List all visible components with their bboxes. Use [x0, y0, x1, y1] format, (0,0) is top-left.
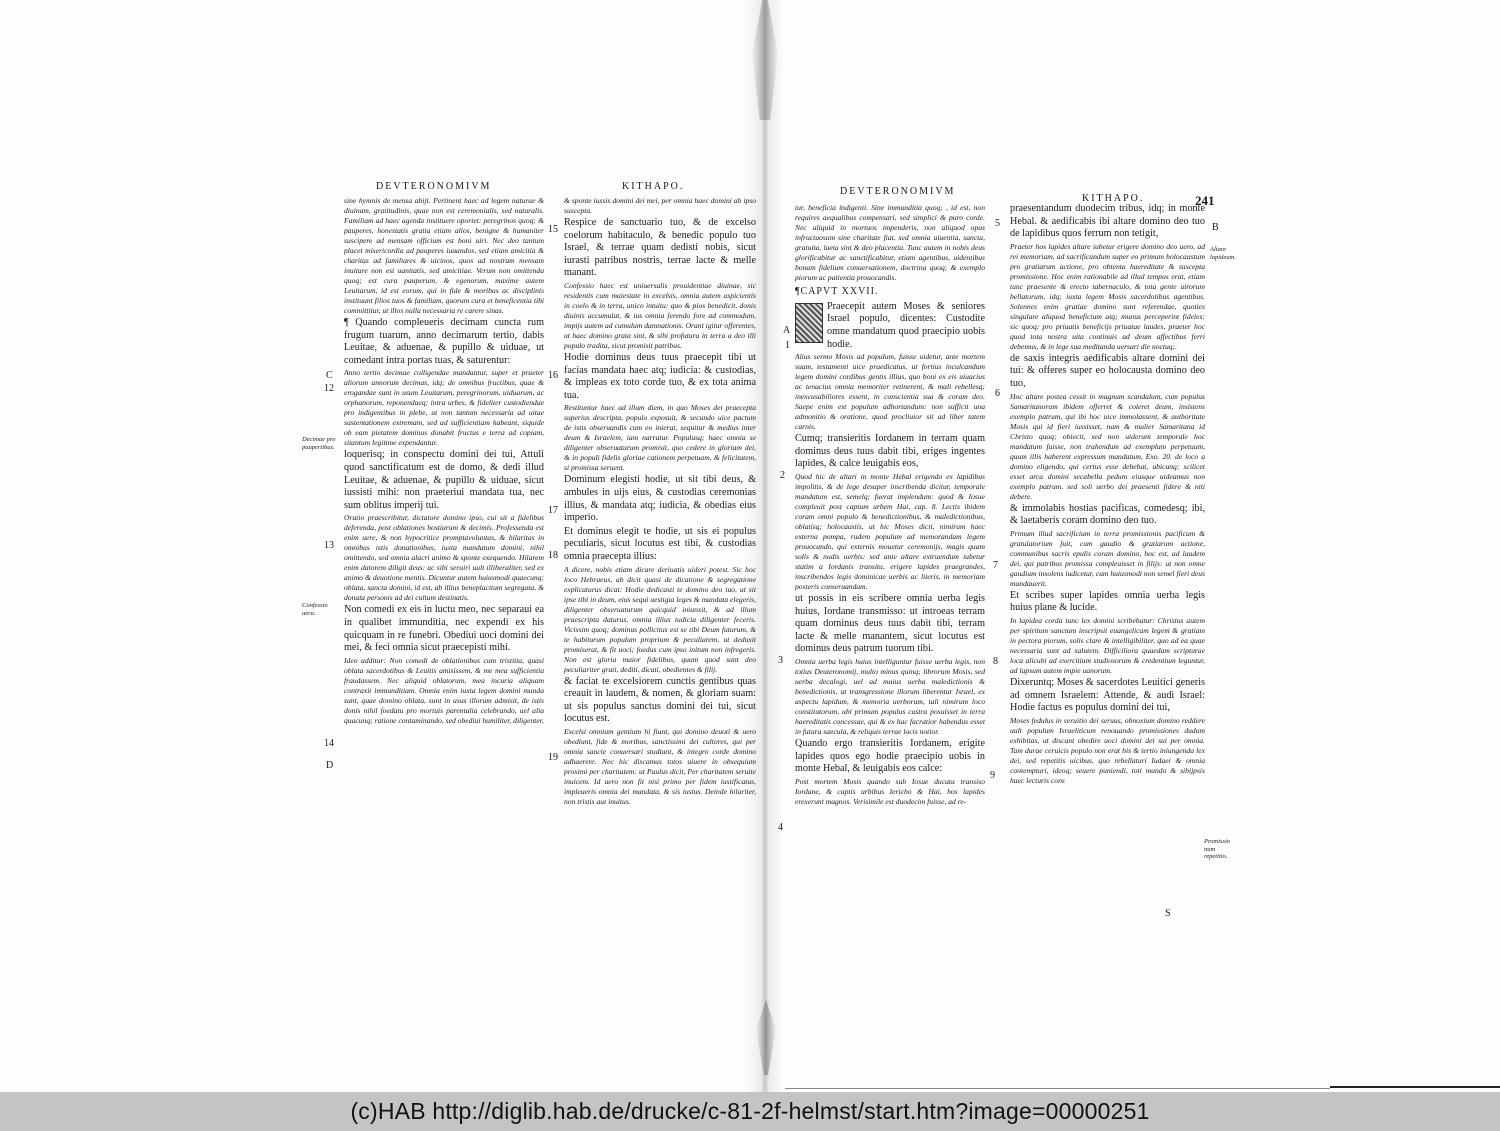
verse-paragraph: ¶ Quando compleueris decimam cuncta rum frugum tuarum, anno decimarum tertio, dabis Leuitae, & aduenae, & pupillo & uiduae, ut comedant intra portas tuas, & saturentur:: [344, 317, 544, 366]
commentary-gloss: sine hymnis de mensa abijt. Pertinent haec ad legem naturae & diuinam, gratitudinis, quae non est ceremonialis, sed naturalis. Familiam ad haec agenda instituere oportet: peregrinos quoq; & pauperes, honestatis gratia etiam alios, benigne & humaniter suscipere ad mensam officium est boni uiri. Nec deo tantum placet misericordia ad pauperes iuuandos, sed etiam amicitia & charitas ad familiares & uicinos, quos ad nostram mensam inuitare non est uanitatis, sed amicitiae. Verum non omittenda quoq; est cura pauperum, & egenorum, maxime autem Leuitarum, id est eorum, qui in fide & moribus ac disciplinis instituunt filios tuos & familiam, quorum cura et beneficentia tibi committitur, ut illos nulla necessaria re carere sinas.: [344, 196, 544, 315]
verse-paragraph: Et scribes super lapides omnia uerba legis huius plane & lucide.: [1010, 589, 1205, 614]
verse-number: 14: [324, 738, 334, 749]
verse-paragraph: Et dominus elegit te hodie, ut sis ei populus peculiaris, sicut locutus est tibi, & custodias omnia praecepta illius:: [564, 525, 756, 562]
verse-number: 17: [548, 505, 558, 516]
verse-number: 1: [785, 340, 790, 351]
verse-paragraph: Quando ergo transieritis Iordanem, erigite lapides quos ego hodie praecipio uobis in monte Hebal, & leuigabis eos calce:: [795, 737, 985, 775]
side-note: Altare lapideum.: [1210, 246, 1236, 261]
commentary-gloss: Post mortem Mosis quando sub Iosue ducatu transiso Iordane, & captis urbibus Iericho & Hai, hos lapides erexerunt magnos. Verisimile est duodecim fuisse, ad re-: [795, 776, 985, 806]
signature-mark: S: [1165, 908, 1171, 919]
left-page-column-1: [344, 196, 544, 901]
verse-paragraph: Cumq; transieritis Iordanem in terram quam dominus deus tuus dabit tibi, eriges ingentes lapides, & calce leuigabis eos,: [795, 433, 985, 470]
commentary-gloss: Hoc altare postea cessit in magnum scandalum, cum populus Samaritanorum ibidem offerret & coleret deum, insistens exemplo patrum, qui ibi hoc uice immolassent, & authoritate Mosis qui id fieri iussisset, nam & mulier Samaritana id Christo quoq; obiecit, sed non uiderunt temporale hoc mandatum fuisse, non trahendum ad exemplum perpetuum, quum illis haberent expressum mandatum, Exo. 20. de loco a domino eligendo, qui certus esse debebat, ubicunq; scilicet esset arca domini secabella pedum eiusque uideamus non exemplo patrum, sed soli uerbo dei praesenti fidere & niti debere.: [1010, 391, 1205, 501]
left-running-head-left: DEVTERONOMIVM: [376, 181, 492, 192]
left-page-column-2: [564, 196, 756, 906]
verse-paragraph: Praecepit autem Moses & seniores Israel populo, dicentes: Custodite omne mandatum quod praecipio uobis hodie.: [827, 300, 985, 350]
verse-number: 9: [990, 770, 995, 781]
commentary-gloss: Confessio haec est uniuersalis prouidentiae diuinae, sic residentis cum maiestate in excelsis, omnia autem aspicientis in coelo & in terra, unico intuitu: quo & pios benedicit, donis diuinis accumulat, & ius omnia ferendo fore ad commodum, impijs autem ad cumulum damnationis. Orant igitur offerentes, ut haec domino grata sint, & sibi profutura in terra a deo illi populo tradita, sicut promisit patribus.: [564, 280, 756, 350]
commentary-gloss: tur, beneficia indigenti. Sine immunditia quoq; , id est, non requires aequalibus compensari, sed simplici & puro corde. Nec aliquid in mortuos impenderis, non aliquod opus infructuosum sine charitate fiat, sed omnia uiuentia, sancta, gratuita, laeta sint & deo placentia. Tunc autem in nobis deus glorificabitur ac sanctificabitur, etiam agentibus, uidentibus bonam fidelium conuersationem, doctrina quoq; & exemplo piorum ac patientia prouocandis.: [795, 203, 985, 282]
commentary-gloss: Restituntur haec ad illum diem, in quo Moses dei praecepta superius descripta, populo exposuit, & secundo uice pactum de istis obseruandis cum eo inierat, sequitur & medius inter deum & Israelem, iam narratur. Populusq; haec omnia se diligenter obseruaturum promisit, quo cedere in gloriam dei, & in populi fidelis gloriae cationem perpetuam, & felicitatem, si promissa seruent.: [564, 403, 756, 473]
verse-paragraph: Non comedi ex eis in luctu meo, nec separaui ea in qualibet immunditia, nec expendi ex his quicquam in re funebri. Obediui uoci domini dei mei, & feci omnia sicut praecepisti mihi.: [344, 604, 544, 654]
page-edge-line: [785, 1088, 1330, 1089]
verse-number: 12: [324, 383, 334, 394]
left-running-head-right: KITHAPO.: [622, 181, 685, 192]
verse-paragraph: & faciat te excelsiorem cunctis gentibus quas creauit in laudem, & nomen, & gloriam suam: ut sis populus sanctus domini dei tui, sicut locutus est.: [564, 675, 756, 725]
right-page-column-2: [1010, 203, 1205, 903]
verse-paragraph: & immolabis hostias pacificas, comedesq; ibi, & laetaberis coram domino deo tuo.: [1010, 502, 1205, 527]
side-note: Confessio uera.: [302, 602, 328, 617]
commentary-gloss: Alius sermo Mosis ad populum, fuisse uidetur, ante mortem suam, testamenti uice praedicatus, ut fortius inculcandum legem domini cordibus gentis illius, quo boni ex eis uiuacius ac tenacius omnia memoriter retinerent, & mali rebellesq; inexcusabiliores essent, in conscientia sua & coram deo. Saepe enim est populum adhortandum: non sufficit una admonitio & oratione, quod procliuior sit ad liber tatem carnis.: [795, 352, 985, 432]
commentary-gloss: Excelsi omnium gentium hi fiunt, qui domino deuoti & uero obediunt, fide & moribus, sanctissimi dei cultores, qui per omnia sancte conuersari studiunt, & integro corde domino adhaerere. Nec hic discamus totos uiuere in obsequium proximi per charitatem: ut Paulus dicit, Per charitatem seruite inuicem. Id uero non fit nisi primo per fidem iustificatus, impleueris omnia dei mandata, & sis iustus. Deinde hilariter, non tristis aut inuitus.: [564, 726, 756, 806]
verse-paragraph: Dixeruntq; Moses & sacerdotes Leuitici generis ad omnem Israelem: Attende, & audi Israel: Hodie factus es populus domini dei tui,: [1010, 676, 1205, 714]
page-edge: [1330, 1086, 1500, 1088]
right-running-head-right: KITHAPO.: [1082, 193, 1145, 204]
commentary-gloss: Praeter hos lapides altare iubetur erigere domino deo uero, ad rei memoriam, ad sacrificandum super eo primum holocaustum pro gratiarum actione, pro obtenta haereditate & suscepta promissione. Hoc enim rationabile ad illud tempus erat, etiam tunc praesente & erecto tabernaculo, & tota gente uirorum bellatorum, idq; iuxta legem Mosis sacerdotibus agentibus. Solennes enim gratiae domino sunt referendae, quoties singulare aliquod beneficium atq; munus perceperint fideles: sic quoq; pro priuatis beneficijs priuatae laudes, praeter hoc quod tota nostra uita continuis ad deum affectibus ferri debemus, & in lege sua meditanda uersari die noctuq;.: [1010, 241, 1205, 351]
margin-letter: D: [326, 760, 334, 771]
commentary-gloss: Moses fedulus in seruitio dei seruus, obnoxium domino reddere uult populum Israeliticum renouando promissiones dudum exhibitas, ut discant obedire uoci domini dei sui per omnia. Tam durae ceruicis populo non erat bis & tertio iniungenda lex dei, sed repetitis uicibus, quo rebellaturi Iudaei & omnia contempturi, ideoq; seuere puniendi, toti mundo & sibijpsis haec lecturis cons: [1010, 715, 1205, 785]
verse-number: 3: [778, 655, 783, 666]
verse-number: 19: [548, 752, 558, 763]
verse-number: 16: [548, 370, 558, 381]
verse-paragraph: ut possis in eis scribere omnia uerba legis huius, Iordane transmisso: ut introeas terram quam dominus deus tuus dabit tibi, terram lacte & melle manantem, sicut locutus est dominus deus patrum tuorum tibi.: [795, 592, 985, 655]
verse-number: 13: [324, 540, 334, 551]
margin-letter: A: [783, 325, 791, 336]
verse-number: 2: [780, 470, 785, 481]
verse-paragraph: Hodie dominus deus tuus praecepit tibi ut facias mandata haec atq; iudicia: & custodias, & impleas ex toto corde tuo, & ex tota anima tua.: [564, 351, 756, 401]
commentary-gloss: In lapidea corda tunc lex domini scribebatur: Christus autem per spiritum sanctum inscripsit euangelicam legem & gratiam in pectora piorum, solis clare & intelligibiliter, quo ad ea quae necessaria sunt ad salutem. Difficiliora quaedam scripturae loca alicubi ad exercitium studiosorum & credentium leguntur, ad lapsum autem impie uanorum.: [1010, 615, 1205, 675]
commentary-gloss: Primum illud sacrificium in terra promissionis pacificum & gratulatorium fuit, cum gaudio & gratiarum actione, communibus sacris epulis coram domino, hoc est, ad laudem dei, qui patribus promissa compleuisset in filijs: ut non omne gaudium insolens iudicetur, cum huiusmodi non semel fieri deus mandauerit.: [1010, 528, 1205, 588]
right-page-column-1: [795, 203, 985, 908]
verse-paragraph: praesentandum duodecim tribus, idq; in monte Hebal. & aedificabis ibi altare domino deo tuo de lapidibus quos ferrum non tetigit,: [1010, 203, 1205, 240]
margin-letter: C: [326, 370, 333, 381]
side-note: Promissio num repetitio.: [1204, 838, 1231, 860]
commentary-gloss: Oratio praescribitur, dictatore domino ipso, cui sit a fidelibus deferenda, post oblationes hostiarum & decimis. Professenda est enim uere, & non hypocritice promptavoluntas, & hilaritas in omnibus istis donationibus, iuxta mandatum domini, nihil omittendo, sed omnia alacri animo & sponte exequendo. Hilarem enim datorem diligit deus: ac sibi seruiri uult illiberaliter, sed ex animo & deuotione mentis. Dicuntur autem huiusmodi quaecunq; oblata, sancta domini, id est, ab illius beneplacitum segregata, & donata personis ad dei cultum destinatis.: [344, 513, 544, 603]
verse-number: 7: [993, 560, 998, 571]
verse-number: 8: [993, 656, 998, 667]
side-note: Decimae pro paupertibus.: [302, 436, 336, 451]
verse-paragraph: loquerisq; in conspectu domini dei tui, Attuli quod sanctificatum est de domo, & dedi illud Leuitae, & aduenae, & pupillo & uiduae, sicut iussisti mihi: non praeteriui mandata tua, nec sum oblitus imperij tui.: [344, 449, 544, 511]
copyright-source-url: (c)HAB http://diglib.hab.de/drucke/c-81-2f-helmst/start.htm?image=00000251: [350, 1098, 1150, 1124]
right-running-head-left: DEVTERONOMIVM: [840, 186, 956, 197]
commentary-gloss: & sponte iussis domini dei mei, per omnia haec domini ab ipso suscepta.: [564, 196, 756, 215]
verse-number: 6: [995, 388, 1000, 399]
commentary-gloss: Omnia uerba legis huius intelliguntur fuisse uerba legis, non totius Deuteronomij, multo minus quinq; librorum Mosis, sed uerba decalogi, uel ad maius uerba maledictionis & benedictionis, ut transgressione illorum liberentur Israel, ex aspectu lapidum, & memoria uerborum, tali nimirum loco constitutorum, ubi primum populus castra posuisset in terra haereditatis concessae, qui & ex hac facratior habendus esset in futura saecula, & reliquis terrae locis notior.: [795, 656, 985, 736]
verse-number: 4: [778, 822, 783, 833]
footer-bar: [0, 1092, 1500, 1131]
verse-paragraph: Respice de sanctuario tuo, & de excelso coelorum habitaculo, & benedic populo tuo Israel, & terrae quam dedisti nobis, sicut iurasti patribus nostris, terrae lacte & melle manant.: [564, 217, 756, 279]
verse-paragraph: Dominum elegisti hodie, ut sit tibi deus, & ambules in uijs eius, & custodias ceremonias illius, & mandata atq; iudicia, & obedias eius imperio.: [564, 474, 756, 524]
margin-letter: B: [1212, 222, 1219, 233]
commentary-gloss: Anno tertio decimae colligendae mandantur, super et praeter aliorum annorum decimas, idq; de omnibus fructibus, quae & erogandae sunt in usum Leuitarum, peregrinorum, uiduarum, ac orphanorum, reponendaeq; intra urbes, & fideliter custodiendae pro indigentibus in plebe, ut non tantum necessaria ad uitae sustentationem extremam, sed ad sufficientiam habeant, siquide ob eam pietatem dominus donabit fructus e terra ad copiam, sitantum legitime expendantur.: [344, 368, 544, 448]
verse-number: 15: [548, 224, 558, 235]
chapter-heading: ¶CAPVT XXVII.: [795, 286, 879, 297]
verse-paragraph: de saxis integris aedificabis altare domini dei tui: & offeres super eo holocausta domino deo tuo,: [1010, 352, 1205, 389]
decorated-initial: [795, 303, 823, 343]
commentary-gloss: A dicere, nobis etiam dicare deriuatis uideri potest. Sic hoc loco Hebraeus, ab dicit quasi de dicatione & segregatione explicaturus dicat: Hodie dedicasti te domino deo tuo, ut sit ipse tibi in deum, eius sequi uestigia leges & mandata elegeris, diligenter obseruaturum quicquid iniunxit, & ad illum praescripta daturus, omnia illius iudicia diligenter feceris. Vicissim quoq; dominus pollicitus est se tibi Deum futurum, & te habiturum populum proprium & peculiarem, ut deduxit promiserat, & fit uoci; foedus cum ipso initum non infregeris. Non est gloria maior fidelibus, quam quod sunt deo peculiariter grati, dediti, dicati, obedientes & filij.: [564, 564, 756, 674]
commentary-gloss: Ideo additur: Non comedi de oblationibus cum tristitia, quasi oblata sacerdotibus & Leuitis amisissem, & me mea sufficientia fraudassem. Nec aliquid oblatorum, mea incuria aliquam contraxit immunditiam. Omnia enim iuxta legem domini munda sunt, quae domino oblata, sunt in usus illorum admisit, de istis donis nihil foedatu pro mortuis parentalia celebrando, uel alia quacunq; ratione contaminando, sed obediui humiliter, diligenter,: [344, 655, 544, 725]
verse-number: 5: [995, 218, 1000, 229]
verse-number: 18: [548, 550, 558, 561]
commentary-gloss: Quod hic de altari in monte Hebal erigendo ex lapidibus impolitis, & de lege desuper inscribenda dicitur, temporale mandatum est, semelq; fuerat implendum: quod & Iosue compleuit post captum urbem Hai, cap. 8. Lectis ibidem coram omni populo & benedictionibus, & maledictionibus, oblatisq; holocaustis, ut hic Moses dicit, nimirum haec externa pompa, rudem populum ad memorandam legem prouocando, qui externis mouetur ceremonijs, magis quam solis & nudis uerbis: sed ante altare extruendum iubetur statim a Iordanis transitu, erigere lapides praegrandes, inscribendos legis dominicae uerbis ac literis, in memoriam posteris conseruandam.: [795, 471, 985, 591]
folio-number: 241: [1195, 193, 1215, 208]
